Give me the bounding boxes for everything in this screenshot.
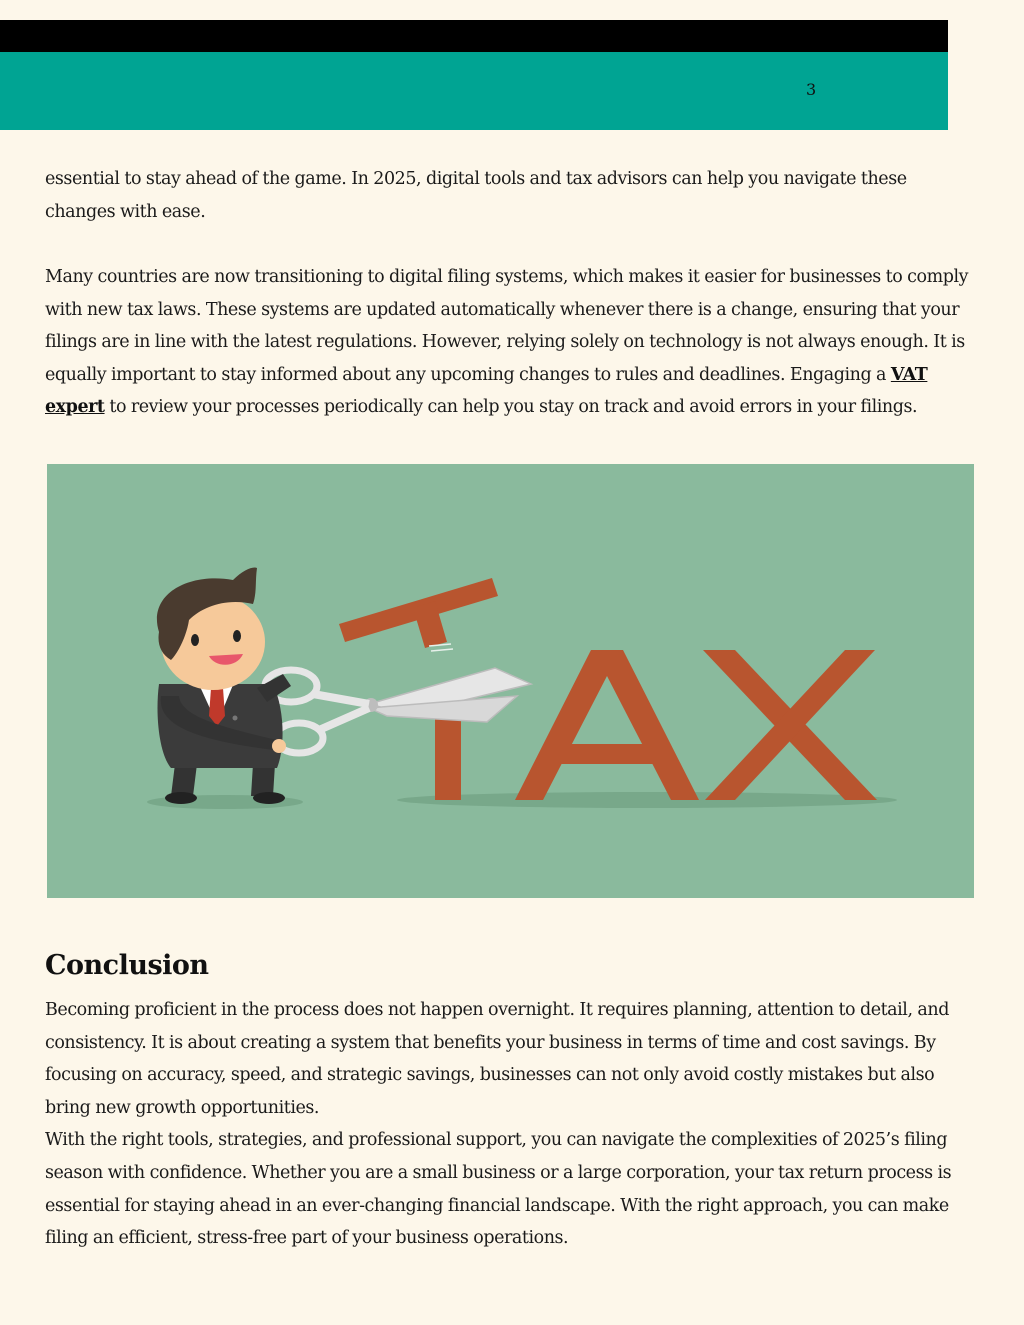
scissors-arm-upper (313, 694, 369, 704)
tax-illustration-svg (47, 464, 974, 898)
vat-expert-link[interactable]: VAT expert (45, 364, 928, 418)
scissors (265, 668, 531, 753)
paragraph-text-before-link: Many countries are now transitioning to digital filing systems, which makes it easier for businesses to comply with new tax laws. These systems are updated automatically whenever there is a change, ensuring that your filings are in line with the latest regulations. However, relying solely on technology is not always enough. It is equally important to stay informed about any upcoming changes to rules and deadlines. Engaging a (45, 267, 969, 385)
intro-paragraph: essential to stay ahead of the game. In 2025, digital tools and tax advisors can help you navigate these changes with ease. (45, 169, 907, 222)
scissors-arm-lower (319, 708, 369, 730)
businessman-figure (157, 568, 291, 805)
left-hand (272, 739, 286, 753)
letters-shadow (397, 792, 897, 808)
paragraph-text-after-link: to review your processes periodically can help you stay on track and avoid errors in your filings. (104, 397, 918, 418)
suit-button (233, 716, 238, 721)
conclusion-paragraph-1: Becoming proficient in the process does not happen overnight. It requires planning, attention to detail, and consistency. It is about creating a system that benefits your business in terms of time and cost savings. By focusing on accuracy, speed, and strategic savings, businesses can not only avoid costly mistakes but also bring new growth opportunities. (45, 1000, 949, 1118)
digital-filing-paragraph (45, 261, 975, 424)
tax-cut-illustration (47, 464, 974, 898)
conclusion-body (45, 994, 975, 1255)
left-eye (191, 634, 199, 646)
cut-marks (429, 644, 453, 651)
conclusion-heading: Conclusion (45, 950, 209, 981)
conclusion-paragraph-2: With the right tools, strategies, and professional support, you can navigate the complexities of 2025’s filing season with confidence. Whether you are a small business or a large corporation, your tax return process is essential for staying ahead in an ever-changing financial landscape. With the right approach, you can make filing an efficient, stress-free part of your business operations. (45, 1130, 952, 1249)
left-shoe (165, 792, 197, 804)
left-leg (171, 764, 197, 796)
letter-a-crossbar (559, 744, 657, 764)
right-leg (251, 764, 275, 796)
header-black-bar (0, 20, 948, 52)
page-number: 3 (806, 80, 817, 99)
letter-a (515, 650, 699, 800)
right-shoe (253, 792, 285, 804)
right-eye (233, 630, 241, 642)
